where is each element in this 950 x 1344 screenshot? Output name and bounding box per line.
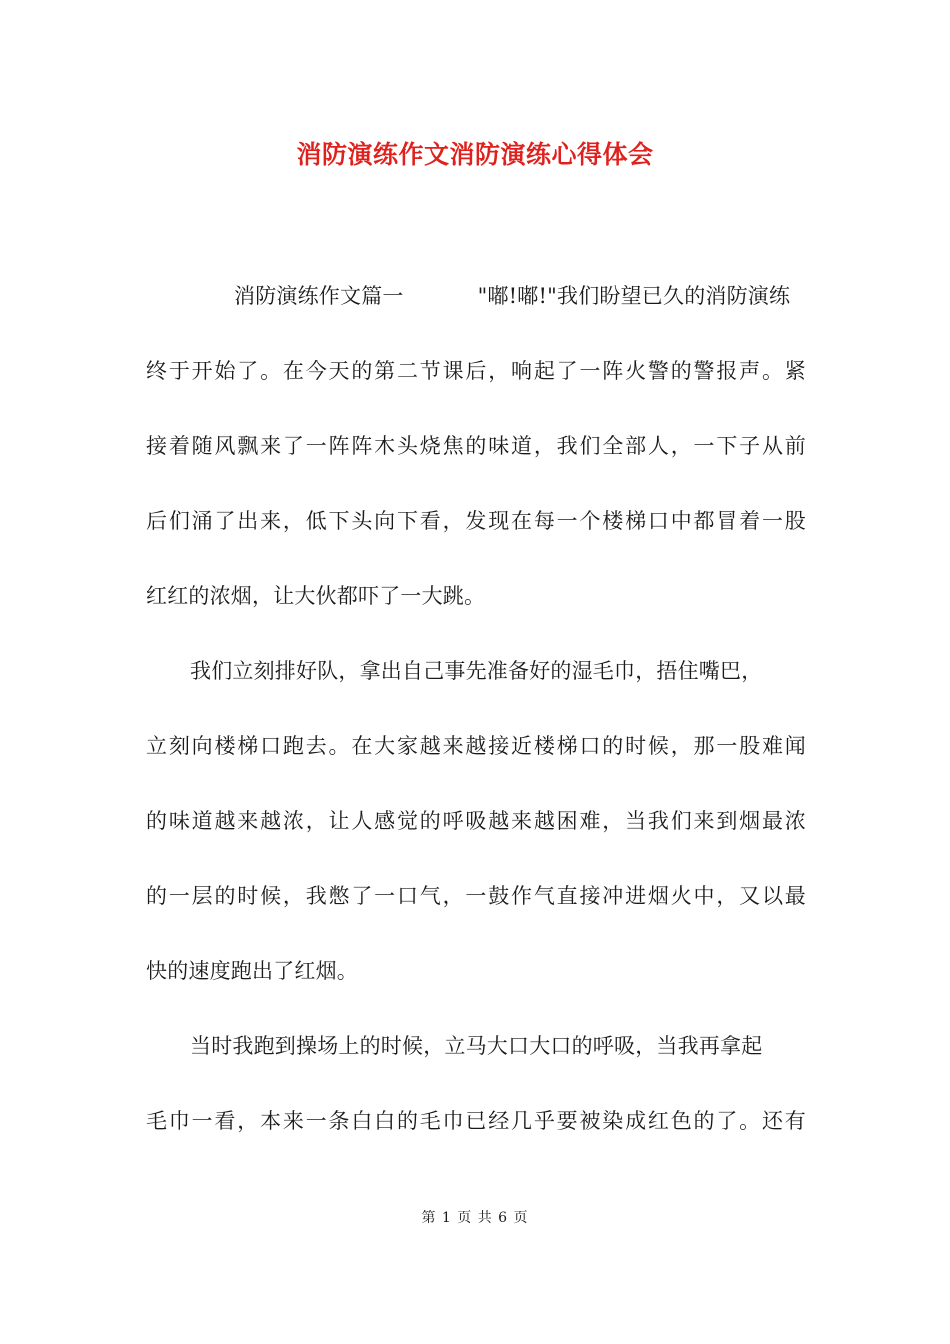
paragraph-1-line-3: 接着随风飘来了一阵阵木头烧焦的味道，我们全部人，一下子从前 <box>146 434 806 458</box>
paragraph-1-line-5: 红红的浓烟，让大伙都吓了一大跳。 <box>146 584 486 608</box>
document-body <box>146 276 806 1176</box>
paragraph-1-line-2: 终于开始了。在今天的第二节课后，响起了一阵火警的警报声。紧 <box>146 359 806 383</box>
paragraph-2-line-1 <box>146 651 806 726</box>
paragraph-3-line-2: 毛巾一看，本来一条白白的毛巾已经几乎要被染成红色的了。还有 <box>146 1109 806 1133</box>
paragraph-2-line-2: 立刻向楼梯口跑去。在大家越来越接近楼梯口的时候，那一股难闻 <box>146 734 806 758</box>
paragraph-2-line-1-text: 我们立刻排好队，拿出自己事先准备好的湿毛巾，捂住嘴巴， <box>190 659 763 683</box>
page-footer: 第 1 页 共 6 页 <box>421 1210 529 1226</box>
document-title: 消防演练作文消防演练心得体会 <box>296 140 654 169</box>
paragraph-3-line-1 <box>146 1026 806 1101</box>
paragraph-2-line-4: 的一层的时候，我憋了一口气，一鼓作气直接冲进烟火中，又以最 <box>146 884 806 908</box>
paragraph-3-line-1-text: 当时我跑到操场上的时候，立马大口大口的呼吸，当我再拿起 <box>190 1034 763 1058</box>
section-lead: 消防演练作文篇一 <box>234 284 404 308</box>
paragraph-1-line-1 <box>146 276 806 351</box>
paragraph-2-line-5: 快的速度跑出了红烟。 <box>146 959 358 983</box>
paragraph-2-line-3: 的味道越来越浓，让人感觉的呼吸越来越困难，当我们来到烟最浓 <box>146 809 806 833</box>
paragraph-1-line-4: 后们涌了出来，低下头向下看，发现在每一个楼梯口中都冒着一股 <box>146 509 806 533</box>
paragraph-1-opening: "嘟!嘟!"我们盼望已久的消防演练 <box>477 284 791 308</box>
